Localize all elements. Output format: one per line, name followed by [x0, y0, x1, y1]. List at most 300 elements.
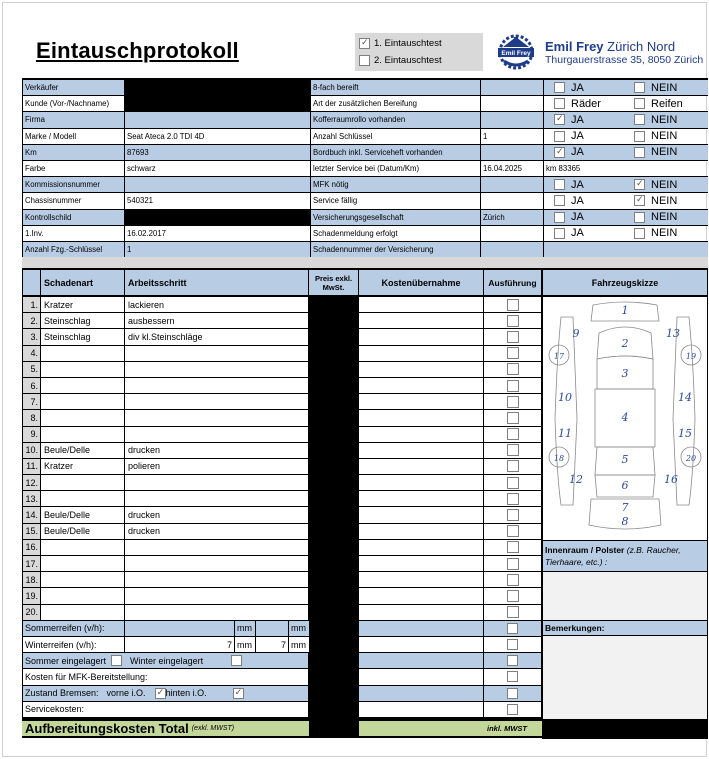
dealer-address: Thurgauerstrasse 35, 8050 Zürich: [545, 54, 704, 66]
header-kostenuebernahme: Kostenübernahme: [359, 270, 484, 295]
price-redacted: [309, 491, 359, 506]
checkbox-nein[interactable]: [634, 228, 645, 239]
unit-label: mm: [291, 623, 306, 634]
cost-cell[interactable]: [359, 329, 484, 344]
total-row: [22, 718, 542, 738]
brakes-label: Zustand Bremsen:: [25, 688, 99, 699]
info-row: [22, 193, 708, 209]
sketch-zone-label: 16: [664, 473, 678, 486]
checkbox-ja[interactable]: [554, 131, 565, 142]
damage-type-cell[interactable]: [41, 362, 125, 377]
price-redacted: [309, 329, 359, 344]
option-raeder[interactable]: Räder: [546, 98, 626, 110]
info-label: Marke / Modell: [22, 129, 125, 144]
sketch-zone-label: 11: [558, 427, 572, 440]
emil-frey-logo-icon: [495, 33, 537, 71]
info-label: Anzahl Fzg.-Schlüssel: [22, 242, 125, 257]
work-step-cell[interactable]: div kl.Steinschläge: [125, 329, 309, 344]
info-label2: Service fällig: [311, 193, 481, 208]
execution-checkbox[interactable]: [507, 428, 519, 440]
info-label2: Anzahl Schlüssel: [311, 129, 481, 144]
option-nein[interactable]: NEIN: [626, 227, 706, 239]
execution-checkbox[interactable]: [507, 315, 519, 327]
sketch-zone-label: 13: [666, 327, 680, 340]
sketch-zone-label: 9: [572, 327, 580, 340]
execution-checkbox[interactable]: [507, 606, 519, 618]
damage-row: [22, 297, 542, 313]
damage-row: [22, 410, 542, 426]
info-row: [22, 242, 708, 258]
work-step-cell[interactable]: [125, 572, 309, 587]
row-number: 16.: [22, 540, 41, 555]
info-row: [22, 112, 708, 128]
brakes-rear-checkbox[interactable]: [233, 688, 244, 699]
info-value2: [481, 112, 544, 127]
row-number: 2.: [22, 313, 41, 328]
damage-row: [22, 507, 542, 523]
damage-table-header: [22, 269, 542, 297]
winter-stored-label: Winter eingelagert: [130, 655, 204, 666]
storage-row: [22, 653, 542, 669]
cost-cell[interactable]: [359, 588, 484, 603]
info-value2: [481, 177, 544, 192]
cost-cell[interactable]: [359, 653, 484, 668]
info-value[interactable]: [125, 112, 311, 127]
row-number: 9.: [22, 427, 41, 442]
test-option-label: 1. Eintauschtest: [374, 38, 442, 49]
price-redacted: [309, 362, 359, 377]
damage-type-cell[interactable]: [41, 410, 125, 425]
execution-checkbox[interactable]: [507, 574, 519, 586]
header-arbeitsschritt: Arbeitsschritt: [125, 270, 309, 295]
damage-row: [22, 378, 542, 394]
info-label: Farbe: [22, 161, 125, 176]
damage-type-cell[interactable]: Steinschlag: [41, 329, 125, 344]
brakes-front-label: vorne i.O.: [106, 688, 146, 699]
cost-cell[interactable]: [359, 297, 484, 312]
info-value-redacted: [125, 80, 311, 95]
info-label2: MFK nötig: [311, 177, 481, 192]
info-label: Kunde (Vor-/Nachname): [22, 96, 125, 111]
total-note: (exkl. MWST): [191, 724, 235, 732]
price-redacted: [309, 459, 359, 474]
winter-stored-checkbox[interactable]: [231, 655, 242, 666]
checkbox-nein[interactable]: [634, 179, 645, 190]
work-step-cell[interactable]: drucken: [125, 443, 309, 458]
cost-cell[interactable]: [359, 621, 484, 636]
execution-checkbox[interactable]: [507, 347, 519, 359]
work-step-cell[interactable]: [125, 605, 309, 620]
header-ausfuehrung: Ausführung: [484, 270, 542, 295]
checkbox-test-1[interactable]: [359, 38, 370, 49]
row-number: 15.: [22, 524, 41, 539]
info-label: 1.Inv.: [22, 226, 125, 241]
cost-cell[interactable]: [359, 605, 484, 620]
execution-checkbox[interactable]: [507, 639, 518, 650]
redacted-block: [542, 719, 708, 739]
damage-row: [22, 556, 542, 572]
damage-type-cell[interactable]: [41, 378, 125, 393]
row-number: 14.: [22, 507, 41, 522]
option-nein[interactable]: ✓ NEIN: [626, 195, 706, 207]
cost-cell[interactable]: [359, 572, 484, 587]
checkbox-raeder[interactable]: [554, 98, 565, 109]
info-value2: [481, 193, 544, 208]
damage-type-cell[interactable]: Kratzer: [41, 297, 125, 312]
damage-row: [22, 588, 542, 604]
work-step-cell[interactable]: drucken: [125, 524, 309, 539]
info-value[interactable]: 540321: [125, 193, 311, 208]
damage-row: [22, 427, 542, 443]
execution-checkbox[interactable]: [507, 412, 519, 424]
winter-tires-label: Winterreifen (v/h):: [22, 637, 125, 652]
cost-cell[interactable]: [359, 443, 484, 458]
info-row: [22, 177, 708, 193]
row-number: 12.: [22, 475, 41, 490]
brakes-front-checkbox[interactable]: [155, 688, 166, 699]
info-value[interactable]: [125, 177, 311, 192]
info-value2: [481, 80, 544, 95]
sketch-zone-label: 1: [621, 304, 629, 317]
price-redacted: [309, 572, 359, 587]
cost-cell[interactable]: [359, 669, 484, 684]
checkbox-ja[interactable]: [554, 179, 565, 190]
header-preis: Preis exkl. MwSt.: [309, 270, 359, 295]
row-number: 20.: [22, 605, 41, 620]
mfk-costs-row: [22, 669, 542, 685]
execution-checkbox[interactable]: [507, 590, 519, 602]
damage-row: [22, 346, 542, 362]
execution-checkbox[interactable]: [507, 509, 519, 521]
option-ja[interactable]: JA: [546, 211, 626, 223]
summer-rear-value[interactable]: [256, 621, 289, 636]
vehicle-sketch-panel: [542, 269, 708, 739]
checkbox-ja[interactable]: [554, 82, 565, 93]
info-value-redacted: [125, 96, 311, 111]
summer-tires-label: Sommerreifen (v/h):: [22, 621, 125, 636]
row-number: 3.: [22, 329, 41, 344]
work-step-cell[interactable]: [125, 378, 309, 393]
row-number: 7.: [22, 394, 41, 409]
cost-cell[interactable]: [359, 394, 484, 409]
info-row: [22, 129, 708, 145]
work-step-cell[interactable]: [125, 427, 309, 442]
summer-front-value[interactable]: [125, 621, 235, 636]
brakes-rear-label: hinten i.O.: [165, 688, 207, 699]
test-selector: [355, 33, 483, 71]
checkbox-ja[interactable]: [554, 114, 565, 125]
execution-checkbox[interactable]: [507, 396, 519, 408]
work-step-cell[interactable]: [125, 475, 309, 490]
total-price-redacted: [309, 718, 359, 738]
info-value2[interactable]: 1: [481, 129, 544, 144]
checkbox-reifen[interactable]: [634, 98, 645, 109]
work-step-cell[interactable]: [125, 362, 309, 377]
execution-checkbox[interactable]: [507, 493, 519, 505]
damage-row: [22, 540, 542, 556]
price-redacted: [309, 410, 359, 425]
dealer-name-bold: Emil Frey: [545, 39, 604, 54]
sketch-zone-label: 7: [621, 501, 629, 514]
work-step-cell[interactable]: ausbessern: [125, 313, 309, 328]
sketch-zone-label: 6: [621, 479, 629, 492]
dealer-info: [545, 40, 703, 67]
damage-row: [22, 475, 542, 491]
execution-checkbox[interactable]: [507, 380, 519, 392]
price-redacted: [309, 588, 359, 603]
total-cost-cell[interactable]: [359, 721, 484, 736]
price-redacted: [309, 313, 359, 328]
price-redacted: [309, 346, 359, 361]
sketch-zone-label: 10: [558, 391, 572, 404]
info-value[interactable]: 16.02.2017: [125, 226, 311, 241]
total-label: Aufbereitungskosten Total: [25, 720, 189, 736]
damage-type-cell[interactable]: [41, 605, 125, 620]
execution-checkbox[interactable]: [507, 331, 519, 343]
execution-checkbox[interactable]: [507, 704, 518, 715]
sketch-zone-label: 15: [678, 427, 692, 440]
cost-cell[interactable]: [359, 507, 484, 522]
row-number: 17.: [22, 556, 41, 571]
cost-cell[interactable]: [359, 637, 484, 652]
option-nein[interactable]: NEIN: [626, 82, 706, 94]
sketch-zone-label: 5: [621, 453, 629, 466]
execution-checkbox[interactable]: [507, 671, 518, 682]
winter-tires-row: [22, 637, 542, 653]
info-row: [22, 80, 708, 96]
page-title: Eintauschprotokoll: [36, 38, 239, 63]
winter-rear-value[interactable]: 7: [256, 637, 289, 652]
info-value2[interactable]: Zürich: [481, 210, 544, 225]
service-km[interactable]: km 83365: [546, 164, 581, 174]
damage-type-cell[interactable]: [41, 394, 125, 409]
work-step-cell[interactable]: [125, 394, 309, 409]
unit-label: mm: [235, 621, 256, 636]
damage-table: [22, 269, 542, 738]
execution-checkbox[interactable]: [507, 541, 519, 553]
damage-type-cell[interactable]: Steinschlag: [41, 313, 125, 328]
cost-cell[interactable]: [359, 540, 484, 555]
checkbox-nein[interactable]: [634, 147, 645, 158]
price-redacted: [309, 540, 359, 555]
checkbox-nein[interactable]: [634, 131, 645, 142]
service-costs-label: Servicekosten:: [22, 702, 309, 717]
cost-cell[interactable]: [359, 491, 484, 506]
section-separator: [22, 257, 708, 269]
option-nein[interactable]: NEIN: [626, 211, 706, 223]
info-label2: Bordbuch inkl. Serviceheft vorhanden: [311, 145, 481, 160]
winter-front-value[interactable]: 7: [125, 637, 235, 652]
checkbox-ja[interactable]: [554, 228, 565, 239]
price-redacted: [309, 394, 359, 409]
option-ja[interactable]: ✓ JA: [546, 146, 626, 158]
work-step-cell[interactable]: [125, 556, 309, 571]
work-step-cell[interactable]: [125, 410, 309, 425]
damage-rows: [22, 297, 542, 621]
option-ja[interactable]: JA: [546, 130, 626, 142]
damage-type-cell[interactable]: [41, 556, 125, 571]
checkbox-ja[interactable]: [554, 147, 565, 158]
row-number: 1.: [22, 297, 41, 312]
checkbox-nein[interactable]: [634, 82, 645, 93]
work-step-cell[interactable]: [125, 588, 309, 603]
damage-type-cell[interactable]: [41, 540, 125, 555]
option-reifen[interactable]: Reifen: [626, 98, 706, 110]
work-step-cell[interactable]: polieren: [125, 459, 309, 474]
sketch-zone-label: 14: [678, 391, 692, 404]
cost-cell[interactable]: [359, 427, 484, 442]
execution-checkbox[interactable]: [507, 299, 519, 311]
info-label: Km: [22, 145, 125, 160]
execution-checkbox[interactable]: [507, 363, 519, 375]
damage-type-cell[interactable]: Kratzer: [41, 459, 125, 474]
cost-cell[interactable]: [359, 378, 484, 393]
info-label2: 8-fach bereift: [311, 80, 481, 95]
work-step-cell[interactable]: [125, 540, 309, 555]
damage-row: [22, 313, 542, 329]
price-redacted: [309, 378, 359, 393]
work-step-cell[interactable]: lackieren: [125, 297, 309, 312]
damage-type-cell[interactable]: [41, 475, 125, 490]
sketch-zone-label: 4: [621, 411, 629, 424]
cost-cell[interactable]: [359, 556, 484, 571]
execution-checkbox[interactable]: [507, 558, 519, 570]
damage-type-cell[interactable]: [41, 427, 125, 442]
damage-type-cell[interactable]: [41, 572, 125, 587]
sketch-zone-label: 8: [621, 515, 629, 528]
cost-cell[interactable]: [359, 459, 484, 474]
damage-type-cell[interactable]: Beule/Delle: [41, 507, 125, 522]
info-value[interactable]: 1: [125, 242, 311, 257]
execution-checkbox[interactable]: [507, 525, 519, 537]
info-label: Kommissionsnummer: [22, 177, 125, 192]
summer-tires-row: [22, 621, 542, 637]
sketch-zone-label: 3: [621, 367, 629, 380]
price-redacted: [309, 524, 359, 539]
cost-cell[interactable]: [359, 686, 484, 701]
checkbox-test-2[interactable]: [359, 55, 370, 66]
work-step-cell[interactable]: [125, 346, 309, 361]
cost-cell[interactable]: [359, 362, 484, 377]
cost-cell[interactable]: [359, 524, 484, 539]
price-redacted: [309, 556, 359, 571]
row-number: 13.: [22, 491, 41, 506]
damage-type-cell[interactable]: Beule/Delle: [41, 443, 125, 458]
damage-type-cell[interactable]: [41, 588, 125, 603]
interior-header: [542, 540, 708, 572]
info-label2: Schadennummer der Versicherung: [311, 242, 481, 257]
damage-row: [22, 459, 542, 475]
checkbox-ja[interactable]: [554, 195, 565, 206]
sketch-zone-label: 12: [569, 473, 583, 486]
remarks-header: Bemerkungen:: [542, 620, 708, 636]
work-step-cell[interactable]: drucken: [125, 507, 309, 522]
test-option-2[interactable]: [359, 52, 479, 69]
damage-row: [22, 362, 542, 378]
execution-checkbox[interactable]: [507, 623, 518, 634]
cost-cell[interactable]: [359, 410, 484, 425]
cost-cell[interactable]: [359, 475, 484, 490]
execution-checkbox[interactable]: [507, 460, 519, 472]
execution-checkbox[interactable]: [507, 655, 518, 666]
price-redacted: [309, 605, 359, 620]
remarks-field[interactable]: [542, 636, 708, 719]
interior-hint: (z.B. Raucher, Tierhaare, etc.) :: [545, 545, 681, 567]
test-option-1[interactable]: [359, 35, 479, 52]
sketch-header: Fahrzeugskizze: [542, 269, 708, 297]
sketch-zone-label: 18: [553, 454, 565, 463]
checkbox-nein[interactable]: [634, 114, 645, 125]
summer-stored-checkbox[interactable]: [111, 655, 122, 666]
row-number: 10.: [22, 443, 41, 458]
car-diagram-icon: [543, 297, 707, 540]
execution-checkbox[interactable]: [507, 444, 519, 456]
info-value[interactable]: Seat Ateca 2.0 TDI 4D: [125, 129, 311, 144]
price-redacted: [309, 507, 359, 522]
dealer-name-rest: Zürich Nord: [603, 39, 676, 54]
brakes-row: [22, 686, 542, 702]
info-label2: letzter Service bei (Datum/Km): [311, 161, 481, 176]
interior-notes-field[interactable]: [542, 572, 708, 620]
damage-row: [22, 491, 542, 507]
sketch-zone-label: 17: [553, 352, 565, 361]
unit-label: mm: [235, 637, 256, 652]
option-ja[interactable]: JA: [546, 227, 626, 239]
damage-type-cell[interactable]: [41, 491, 125, 506]
damage-type-cell[interactable]: [41, 346, 125, 361]
info-row: [22, 210, 708, 226]
checkbox-nein[interactable]: [634, 195, 645, 206]
option-ja[interactable]: JA: [546, 195, 626, 207]
info-label2: Art der zusätzlichen Bereifung: [311, 96, 481, 111]
info-label2: Schadenmeldung erfolgt: [311, 226, 481, 241]
checkbox-ja[interactable]: [554, 212, 565, 223]
option-nein[interactable]: NEIN: [626, 146, 706, 158]
info-value[interactable]: schwarz: [125, 161, 311, 176]
row-number: 18.: [22, 572, 41, 587]
price-redacted: [309, 475, 359, 490]
damage-row: [22, 572, 542, 588]
price-redacted: [309, 443, 359, 458]
damage-type-cell[interactable]: Beule/Delle: [41, 524, 125, 539]
mfk-costs-label: Kosten für MFK-Bereitstellung:: [22, 669, 309, 684]
info-label2: Versicherungsgesellschaft: [311, 210, 481, 225]
option-ja[interactable]: JA: [546, 179, 626, 191]
vehicle-info-grid: [22, 78, 708, 258]
option-nein[interactable]: NEIN: [626, 114, 706, 126]
row-number: 6.: [22, 378, 41, 393]
sketch-zone-label: 20: [685, 454, 697, 463]
option-ja[interactable]: JA: [546, 82, 626, 94]
info-value[interactable]: 87693: [125, 145, 311, 160]
row-number: 11.: [22, 459, 41, 474]
insurance-number-field[interactable]: [544, 242, 708, 257]
cost-cell[interactable]: [359, 346, 484, 361]
cost-cell[interactable]: [359, 313, 484, 328]
checkbox-nein[interactable]: [634, 212, 645, 223]
option-nein[interactable]: ✓ NEIN: [626, 179, 706, 191]
work-step-cell[interactable]: [125, 491, 309, 506]
cost-cell[interactable]: [359, 702, 484, 717]
info-row: [22, 96, 708, 112]
unit-label: mm: [291, 639, 306, 650]
execution-checkbox[interactable]: [507, 688, 518, 699]
option-ja[interactable]: ✓ JA: [546, 114, 626, 126]
execution-checkbox[interactable]: [507, 477, 519, 489]
option-nein[interactable]: NEIN: [626, 130, 706, 142]
info-row: [22, 226, 708, 242]
info-value2[interactable]: 16.04.2025: [481, 161, 544, 176]
